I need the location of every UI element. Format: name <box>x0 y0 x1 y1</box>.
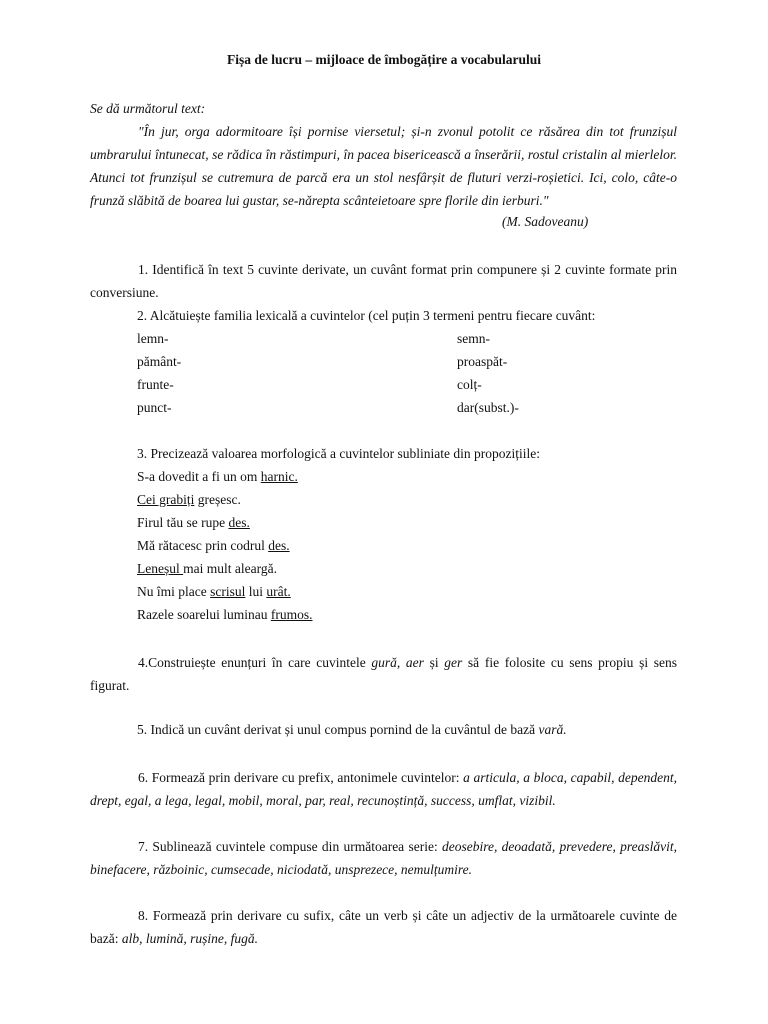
word-family-item: punct- <box>137 400 172 415</box>
sentence-text: greșesc. <box>194 492 241 507</box>
quote-author: (M. Sadoveanu) <box>502 214 589 229</box>
word-family-item: semn- <box>457 331 490 346</box>
sentence-line <box>137 511 250 534</box>
word-family-item: colț- <box>457 377 482 392</box>
question-6: 6. Formează prin derivare cu prefix, antonimele cuvintelor: a articula, a bloca, capabil, dependent, drept, egal, a lega, legal, mobil, moral, par, real, recunoștință, success, umflat, vizibil. <box>90 770 678 808</box>
word-family-item: frunte- <box>137 377 174 392</box>
sentence-line <box>137 557 277 580</box>
question-8: 8. Formează prin derivare cu sufix, câte un verb și câte un adjectiv de la următoarele cuvinte de bază: alb, lumină, rușine, fugă. <box>90 908 677 946</box>
underlined-word: harnic. <box>260 469 298 484</box>
underlined-word: frumos. <box>270 607 313 622</box>
sentence-line <box>137 534 290 557</box>
sentence-text: Firul tău se rupe <box>137 515 229 530</box>
underlined-word: des. <box>228 515 250 530</box>
underlined-word: scrisul <box>210 584 246 599</box>
sentence-line <box>137 465 298 488</box>
word-family-item: dar(subst.)- <box>457 400 519 415</box>
sentence-line <box>137 488 241 511</box>
sentence-text: S-a dovedit a fi un om <box>137 469 261 484</box>
question-4: 4.Construiește enunțuri în care cuvintele gură, aer și ger să fie folosite cu sens propiu și sens figurat. <box>90 655 678 693</box>
sentence-text: Nu îmi place <box>137 584 211 599</box>
underlined-word: des. <box>268 538 290 553</box>
sentence-text: Razele soarelui luminau <box>137 607 271 622</box>
sentence-line <box>137 580 291 603</box>
sentence-text: mai mult aleargă. <box>183 561 277 576</box>
intro-text: Se dă următorul text: <box>90 101 206 116</box>
question-5: 5. Indică un cuvânt derivat și unul compus pornind de la cuvântul de bază vară. <box>137 722 567 737</box>
word-family-item: proaspăt- <box>457 354 508 369</box>
sentence-line <box>137 603 312 626</box>
underlined-word: urât. <box>266 584 291 599</box>
question-7: 7. Sublinează cuvintele compuse din următoarea serie: deosebire, deoadată, prevedere, preaslăvit, binefacere, războinic, cumsecade, niciodată, unsprezece, nemulțumire. <box>90 839 678 877</box>
word-family-item: lemn- <box>137 331 169 346</box>
question-1: 1. Identifică în text 5 cuvinte derivate, un cuvânt format prin compunere și 2 cuvinte formate prin conversiune. <box>90 262 677 300</box>
page-title: Fișa de lucru – mijloace de îmbogățire a vocabularului <box>227 52 541 67</box>
sentence-text: Mă rătacesc prin codrul <box>137 538 269 553</box>
quote-paragraph: "În jur, orga adormitoare își pornise viersetul; și-n zvonul potolit ce răsărea din tot frunzișul umbrarului întunecat, se rădica în răstimpuri, în pacea bisericească a înserării, rostul cristalin al mierlelor. Atunci tot frunzișul se cutremura de parcă era un stol nesfârșit de fluturi verzi-roșietici. Ici, colo, câte-o frunză slăbită de boarea lui gustar, se-nărepta scânteietoare spre florile din ierburi." <box>90 124 677 208</box>
question-3: 3. Precizează valoarea morfologică a cuvintelor subliniate din propozițiile: <box>137 446 540 461</box>
underlined-word: Cei grabiți <box>137 492 195 507</box>
question-2: 2. Alcătuiește familia lexicală a cuvintelor (cel puțin 3 termeni pentru fiecare cuvânt: <box>137 308 596 323</box>
sentence-text: lui <box>245 584 267 599</box>
word-family-item: pământ- <box>137 354 182 369</box>
underlined-word: Leneșul <box>137 561 184 576</box>
